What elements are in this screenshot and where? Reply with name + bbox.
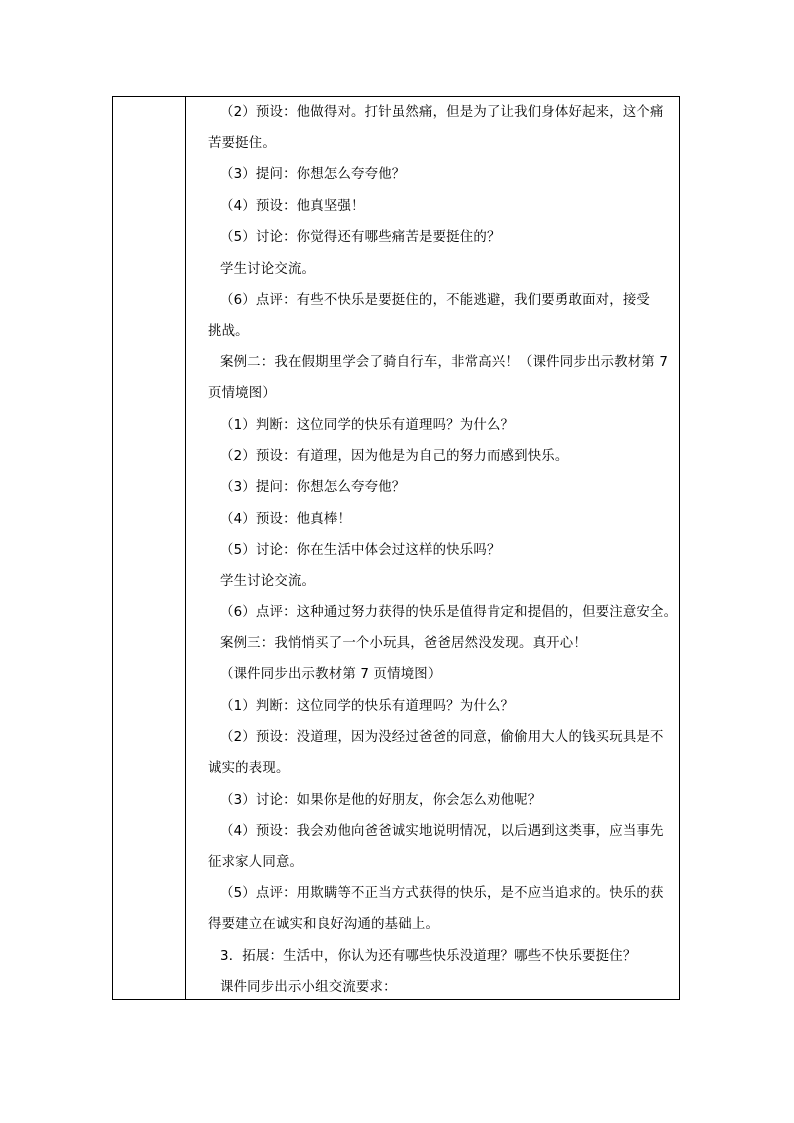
text-line: 征求家人同意。 <box>208 855 304 870</box>
text-line: （课件同步出示教材第 7 页情境图） <box>220 667 442 682</box>
text-line: 诚实的表现。 <box>208 761 290 776</box>
text-line: （3）提问：你想怎么夸夸他？ <box>220 167 406 182</box>
text-line: 案例二：我在假期里学会了骑自行车，非常高兴！（课件同步出示教材第 7 <box>220 355 669 370</box>
text-line: （4）预设：他真坚强！ <box>220 199 365 214</box>
table-left-column <box>113 97 186 999</box>
text-line: （5）讨论：你在生活中体会过这样的快乐吗？ <box>220 543 501 558</box>
text-line: （4）预设：我会劝他向爸爸诚实地说明情况，以后遇到这类事，应当事先 <box>220 824 664 839</box>
text-line: （1）判断：这位同学的快乐有道理吗？为什么？ <box>220 418 515 433</box>
text-line: （6）点评：有些不快乐是要挺住的，不能逃避，我们要勇敢面对，接受 <box>220 293 651 308</box>
text-line: （2）预设：有道理，因为他是为自己的努力而感到快乐。 <box>220 449 569 464</box>
text-line: （1）判断：这位同学的快乐有道理吗？为什么？ <box>220 699 515 714</box>
text-line: 页情境图） <box>208 386 276 401</box>
text-line: （5）讨论：你觉得还有哪些痛苦是要挺住的？ <box>220 230 501 245</box>
text-line: （2）预设：他做得对。打针虽然痛，但是为了让我们身体好起来，这个痛 <box>220 105 664 120</box>
text-line: 学生讨论交流。 <box>220 262 316 277</box>
text-line: （3）提问：你想怎么夸夸他？ <box>220 480 406 495</box>
text-line: 挑战。 <box>208 324 249 339</box>
text-line: 得要建立在诚实和良好沟通的基础上。 <box>208 917 440 932</box>
text-line: （2）预设：没道理，因为没经过爸爸的同意，偷偷用大人的钱买玩具是不 <box>220 730 664 745</box>
text-line: （6）点评：这种通过努力获得的快乐是值得肯定和提倡的，但要注意安全。 <box>220 605 678 620</box>
text-line: 3．拓展：生活中，你认为还有哪些快乐没道理？哪些不快乐要挺住？ <box>220 949 637 964</box>
text-line: 苦要挺住。 <box>208 136 276 151</box>
text-line: 课件同步出示小组交流要求： <box>220 980 397 995</box>
text-line: （4）预设：他真棒！ <box>220 512 352 527</box>
text-line: 学生讨论交流。 <box>220 574 316 589</box>
text-line: （3）讨论：如果你是他的好朋友，你会怎么劝他呢？ <box>220 793 542 808</box>
lesson-table <box>112 96 680 1000</box>
table-content-cell <box>186 97 679 999</box>
text-line: 案例三：我悄悄买了一个小玩具，爸爸居然没发现。真开心！ <box>220 636 587 651</box>
text-line: （5）点评：用欺瞒等不正当方式获得的快乐，是不应当追求的。快乐的获 <box>220 886 664 901</box>
